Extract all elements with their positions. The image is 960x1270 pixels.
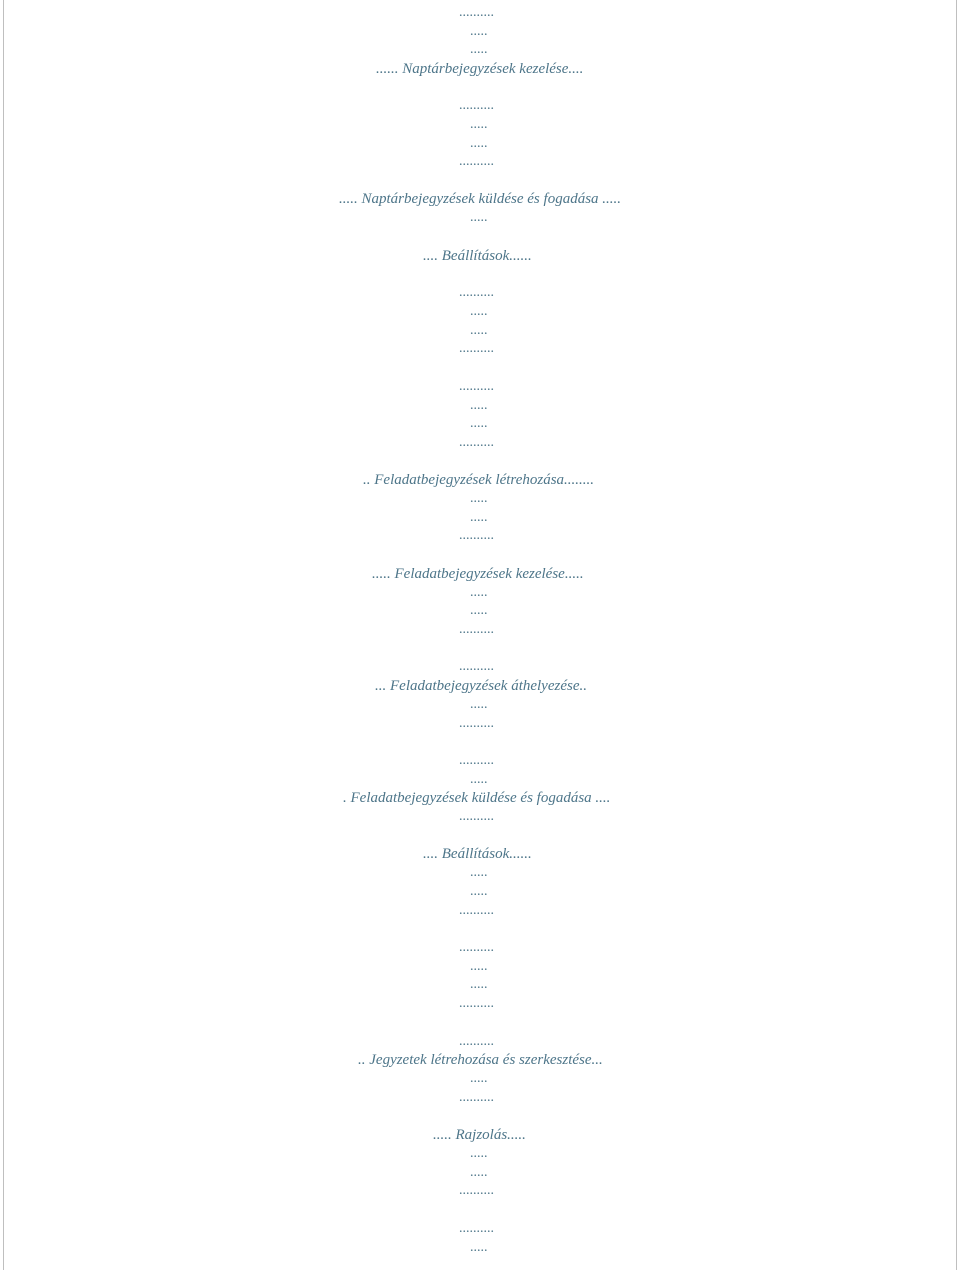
toc-entry-beallitasok-1[interactable]: .... Beállítások...... xyxy=(423,248,532,264)
dot-leader: ..... xyxy=(470,772,488,787)
dot-leader: .......... xyxy=(459,1090,494,1105)
dot-leader: ..... xyxy=(470,1240,488,1255)
dot-leader: ..... xyxy=(470,1146,488,1161)
dot-leader: .......... xyxy=(459,379,494,394)
dot-leader: ..... xyxy=(470,24,488,39)
dot-leader: ..... xyxy=(470,510,488,525)
dot-leader: .......... xyxy=(459,1183,494,1198)
dot-leader: .......... xyxy=(459,903,494,918)
dot-leader: ..... xyxy=(470,1071,488,1086)
left-margin-rule xyxy=(3,0,4,1270)
dot-leader: ..... xyxy=(470,117,488,132)
dot-leader: .......... xyxy=(459,996,494,1011)
toc-entry-rajzolas[interactable]: ..... Rajzolás..... xyxy=(433,1127,526,1143)
dot-leader: .......... xyxy=(459,98,494,113)
dot-leader: .......... xyxy=(459,622,494,637)
dot-leader: ..... xyxy=(470,603,488,618)
dot-leader: ..... xyxy=(470,304,488,319)
dot-leader: .......... xyxy=(459,154,494,169)
dot-leader: ..... xyxy=(470,42,488,57)
toc-entry-naptar-kezelese[interactable]: ...... Naptárbejegyzések kezelése.... xyxy=(376,61,584,77)
dot-leader: .......... xyxy=(459,1034,494,1049)
toc-entry-feladat-letrehozasa[interactable]: .. Feladatbejegyzések létrehozása........ xyxy=(363,472,595,488)
toc-entry-naptar-kuldes[interactable]: ..... Naptárbejegyzések küldése és fogadása ..... xyxy=(339,191,622,207)
dot-leader: ..... xyxy=(470,398,488,413)
dot-leader: ..... xyxy=(470,884,488,899)
dot-leader: .......... xyxy=(459,341,494,356)
dot-leader: .......... xyxy=(459,285,494,300)
toc-entry-feladat-kezelese[interactable]: ..... Feladatbejegyzések kezelése..... xyxy=(372,566,584,582)
right-margin-rule xyxy=(956,0,957,1270)
dot-leader: ..... xyxy=(470,977,488,992)
dot-leader: ..... xyxy=(470,585,488,600)
toc-entry-feladat-athelyezese[interactable]: ... Feladatbejegyzések áthelyezése.. xyxy=(375,678,587,694)
dot-leader: ..... xyxy=(470,959,488,974)
toc-entry-jegyzetek[interactable]: .. Jegyzetek létrehozása és szerkesztése... xyxy=(358,1052,603,1068)
dot-leader: .......... xyxy=(459,528,494,543)
toc-entry-beallitasok-2[interactable]: .... Beállítások...... xyxy=(423,846,532,862)
dot-leader: ..... xyxy=(470,210,488,225)
dot-leader: .......... xyxy=(459,940,494,955)
dot-leader: ..... xyxy=(470,416,488,431)
dot-leader: .......... xyxy=(459,716,494,731)
dot-leader: .......... xyxy=(459,809,494,824)
dot-leader: .......... xyxy=(459,659,494,674)
dot-leader: ..... xyxy=(470,491,488,506)
dot-leader: ..... xyxy=(470,865,488,880)
dot-leader: .......... xyxy=(459,435,494,450)
dot-leader: .......... xyxy=(459,5,494,20)
dot-leader: ..... xyxy=(470,323,488,338)
dot-leader: ..... xyxy=(470,697,488,712)
dot-leader: .......... xyxy=(459,1221,494,1236)
dot-leader: .......... xyxy=(459,753,494,768)
dot-leader: ..... xyxy=(470,1165,488,1180)
dot-leader: ..... xyxy=(470,136,488,151)
toc-entry-feladat-kuldes[interactable]: . Feladatbejegyzések küldése és fogadása .... xyxy=(343,790,611,806)
